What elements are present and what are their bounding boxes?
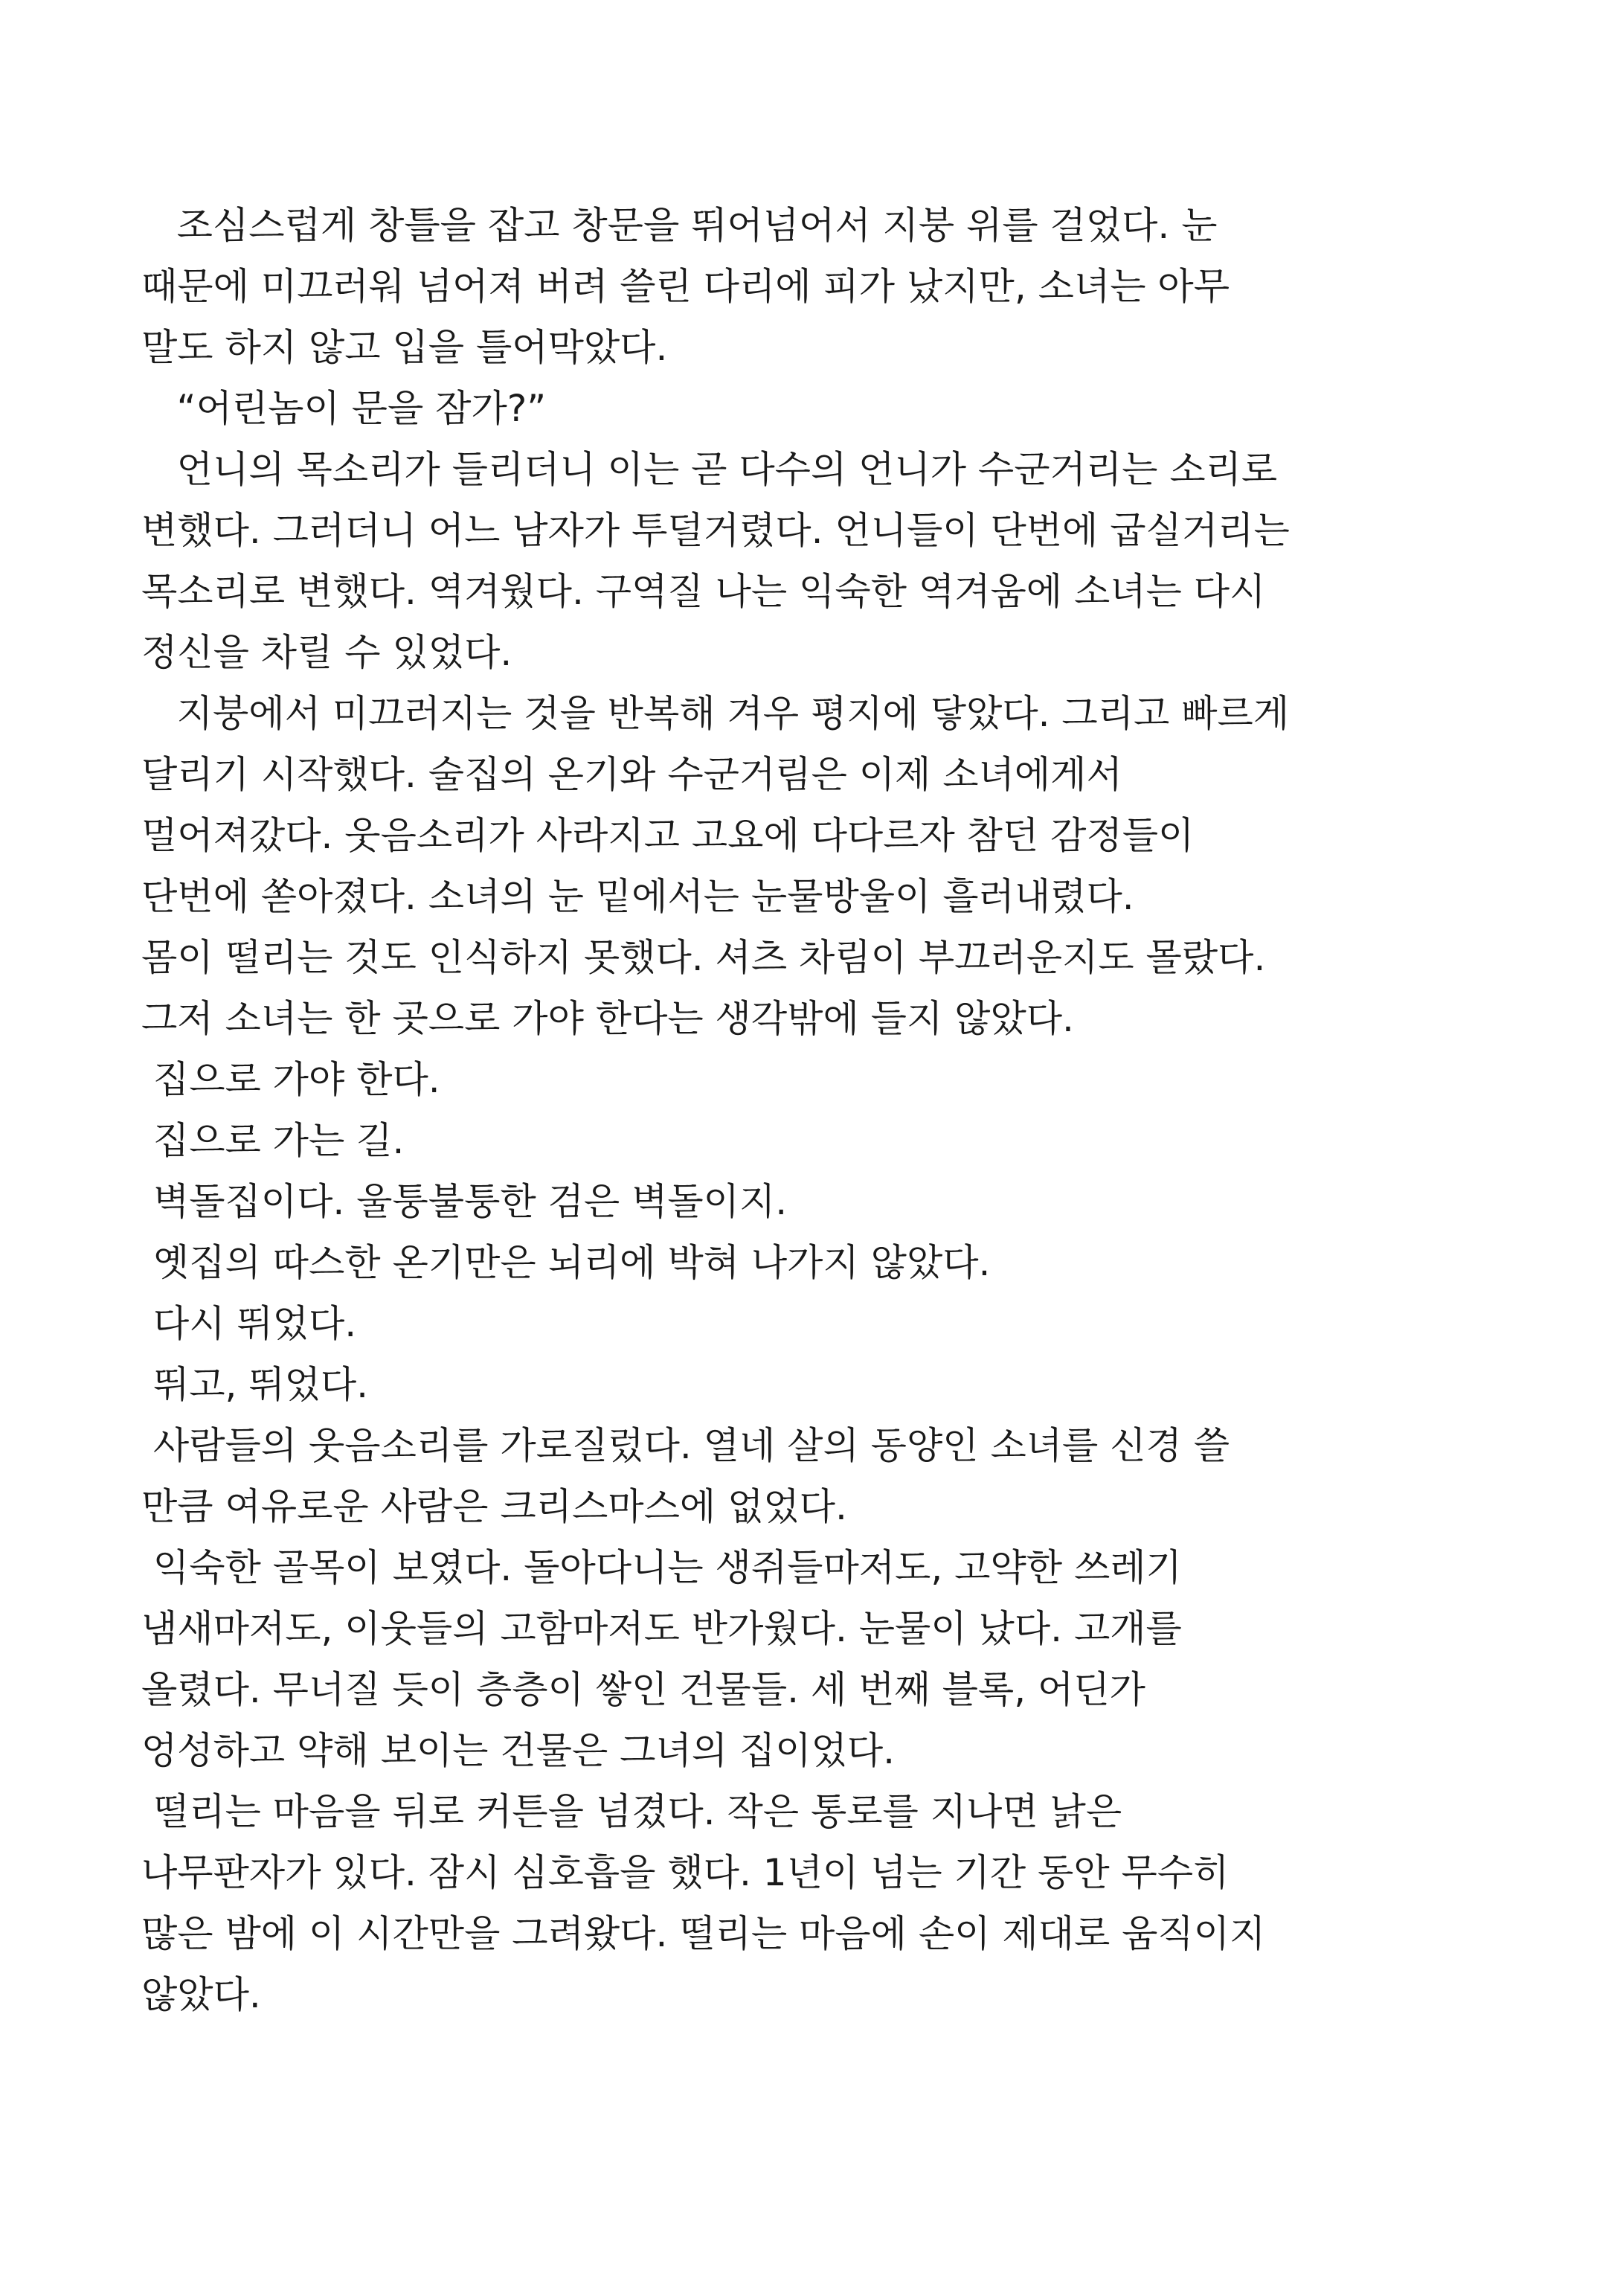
text-line: 멀어져갔다. 웃음소리가 사라지고 고요에 다다르자 참던 감정들이 — [141, 814, 1195, 857]
text-line: 않았다. — [141, 1973, 261, 2016]
text-line: 집으로 가야 한다. — [141, 1058, 440, 1101]
text-line: 나무판자가 있다. 잠시 심호흡을 했다. 1년이 넘는 기간 동안 무수히 — [141, 1851, 1230, 1894]
text-line: 뛰고, 뛰었다. — [141, 1363, 369, 1406]
text-line: 익숙한 골목이 보였다. 돌아다니는 생쥐들마저도, 고약한 쓰레기 — [141, 1546, 1182, 1589]
text-line: 달리기 시작했다. 술집의 온기와 수군거림은 이제 소녀에게서 — [141, 753, 1122, 796]
text-line: 떨리는 마음을 뒤로 커튼을 넘겼다. 작은 통로를 지나면 낡은 — [141, 1790, 1122, 1833]
text-line: 엉성하고 약해 보이는 건물은 그녀의 집이었다. — [141, 1729, 896, 1772]
text-line: 냄새마저도, 이웃들의 고함마저도 반가웠다. 눈물이 났다. 고개를 — [141, 1607, 1182, 1650]
text-line: 벽돌집이다. 울퉁불퉁한 검은 벽돌이지. — [141, 1180, 788, 1223]
text-line: 때문에 미끄러워 넘어져 버려 쓸린 다리에 피가 났지만, 소녀는 아무 — [141, 265, 1230, 308]
text-line: 변했다. 그러더니 어느 남자가 투덜거렸다. 언니들이 단번에 굽실거리는 — [141, 509, 1290, 552]
text-line: 몸이 떨리는 것도 인식하지 못했다. 셔츠 차림이 부끄러운지도 몰랐다. — [141, 936, 1266, 979]
text-line: 말도 하지 않고 입을 틀어막았다. — [141, 326, 668, 369]
text-line: 많은 밤에 이 시간만을 그려왔다. 떨리는 마음에 손이 제대로 움직이지 — [141, 1912, 1266, 1955]
text-line: 다시 뛰었다. — [141, 1302, 357, 1345]
text-line: 목소리로 변했다. 역겨웠다. 구역질 나는 익숙한 역겨움에 소녀는 다시 — [141, 570, 1266, 613]
text-line: 만큼 여유로운 사람은 크리스마스에 없었다. — [141, 1485, 847, 1528]
text-line: 단번에 쏟아졌다. 소녀의 눈 밑에서는 눈물방울이 흘러내렸다. — [141, 875, 1134, 918]
text-line: 옛집의 따스한 온기만은 뇌리에 박혀 나가지 않았다. — [141, 1241, 991, 1284]
document-body — [141, 195, 1525, 2025]
text-line: 사람들의 웃음소리를 가로질렀다. 열네 살의 동양인 소녀를 신경 쓸 — [141, 1424, 1230, 1467]
text-line: “어린놈이 문을 잠가?” — [141, 387, 547, 430]
text-line: 그저 소녀는 한 곳으로 가야 한다는 생각밖에 들지 않았다. — [141, 997, 1074, 1040]
text-line: 집으로 가는 길. — [141, 1119, 405, 1162]
text-line: 정신을 차릴 수 있었다. — [141, 631, 512, 674]
text-line: 지붕에서 미끄러지는 것을 반복해 겨우 평지에 닿았다. 그리고 빠르게 — [141, 692, 1290, 735]
text-line: 언니의 목소리가 들리더니 이는 곧 다수의 언니가 수군거리는 소리로 — [141, 448, 1278, 491]
text-line: 조심스럽게 창틀을 잡고 창문을 뛰어넘어서 지붕 위를 걸었다. 눈 — [141, 204, 1218, 247]
text-line: 올렸다. 무너질 듯이 층층이 쌓인 건물들. 세 번째 블록, 어딘가 — [141, 1668, 1145, 1711]
